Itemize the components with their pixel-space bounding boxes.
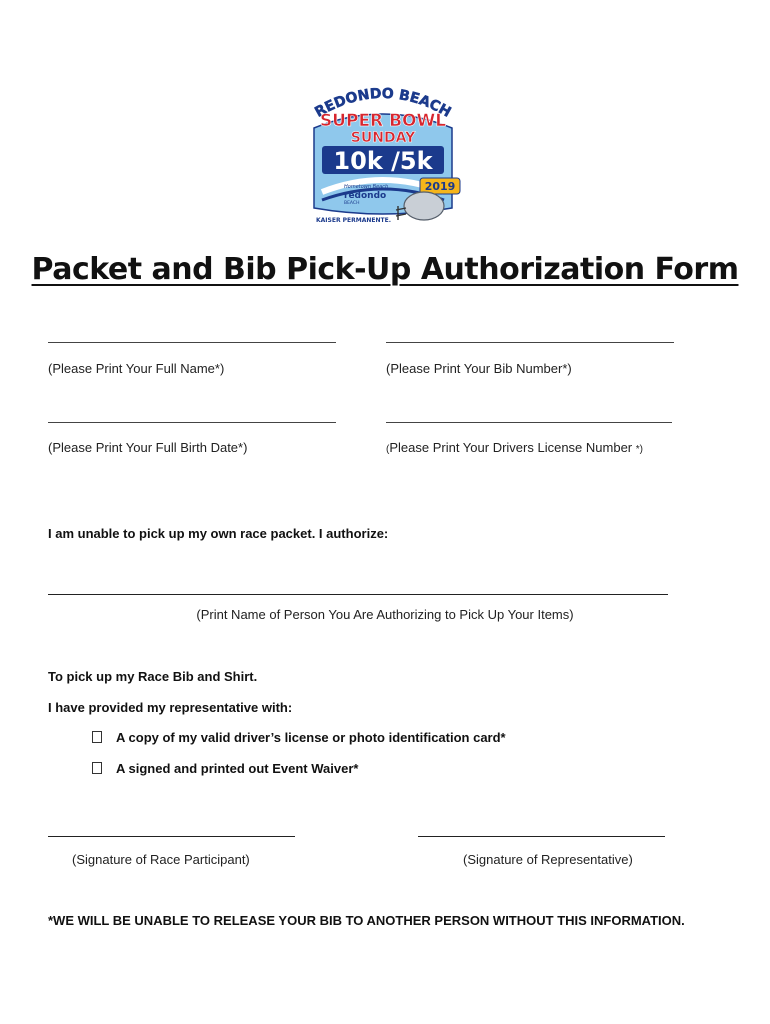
logo-race-distance: 10k /5k (333, 147, 433, 175)
checkbox[interactable] (92, 762, 102, 774)
full-name-caption: (Please Print Your Full Name*) (48, 361, 225, 376)
logo-year: 2019 (424, 180, 456, 193)
license-caption-close: *) (635, 444, 643, 455)
participant-signature-field[interactable] (48, 836, 295, 837)
provided-statement: I have provided my representative with: (48, 700, 293, 715)
logo-partner-sub: BEACH (344, 201, 360, 206)
full-name-field[interactable] (48, 342, 336, 343)
bib-number-caption: (Please Print Your Bib Number*) (386, 361, 572, 376)
logo-arc-line2: SUPER BOWL (319, 111, 447, 131)
representative-signature-field[interactable] (418, 836, 665, 837)
event-logo (292, 80, 474, 230)
birth-date-field[interactable] (48, 422, 336, 423)
checklist-item-label: A signed and printed out Event Waiver* (116, 761, 359, 776)
drivers-license-field[interactable] (386, 422, 672, 423)
authorized-person-caption: (Print Name of Person You Are Authorizing to Pick Up Your Items) (196, 607, 574, 622)
license-caption-open: ( (386, 444, 390, 455)
form-title: Packet and Bib Pick-Up Authorization Form (31, 252, 739, 287)
pickup-statement: To pick up my Race Bib and Shirt. (48, 669, 258, 684)
checklist-item-waiver (92, 761, 358, 776)
bib-number-field[interactable] (386, 342, 674, 343)
drivers-license-caption (386, 440, 643, 455)
birth-date-caption: (Please Print Your Full Birth Date*) (48, 440, 248, 455)
logo-arc-line3: SUNDAY (350, 130, 416, 146)
authorized-person-field[interactable] (48, 594, 668, 595)
logo-arc-line1: REDONDO BEACH (312, 85, 454, 121)
logo-partner-name: redondo (344, 191, 387, 201)
logo-partner-small: Hometown Beach (344, 184, 389, 190)
checkbox[interactable] (92, 731, 102, 743)
footer-notice: *WE WILL BE UNABLE TO RELEASE YOUR BIB TO ANOTHER PERSON WITHOUT THIS INFORMATION. (48, 913, 685, 928)
license-caption-text: Please Print Your Drivers License Number (389, 440, 636, 455)
participant-signature-caption: (Signature of Race Participant) (72, 852, 250, 867)
representative-signature-caption: (Signature of Representative) (463, 852, 633, 867)
event-logo-graphic (292, 80, 474, 230)
logo-sponsor: KAISER PERMANENTE. (316, 217, 391, 224)
authorize-statement: I am unable to pick up my own race packet. I authorize: (48, 526, 389, 541)
checklist-item-label: A copy of my valid driver’s license or photo identification card* (116, 730, 506, 745)
checklist-item-license (92, 730, 506, 745)
